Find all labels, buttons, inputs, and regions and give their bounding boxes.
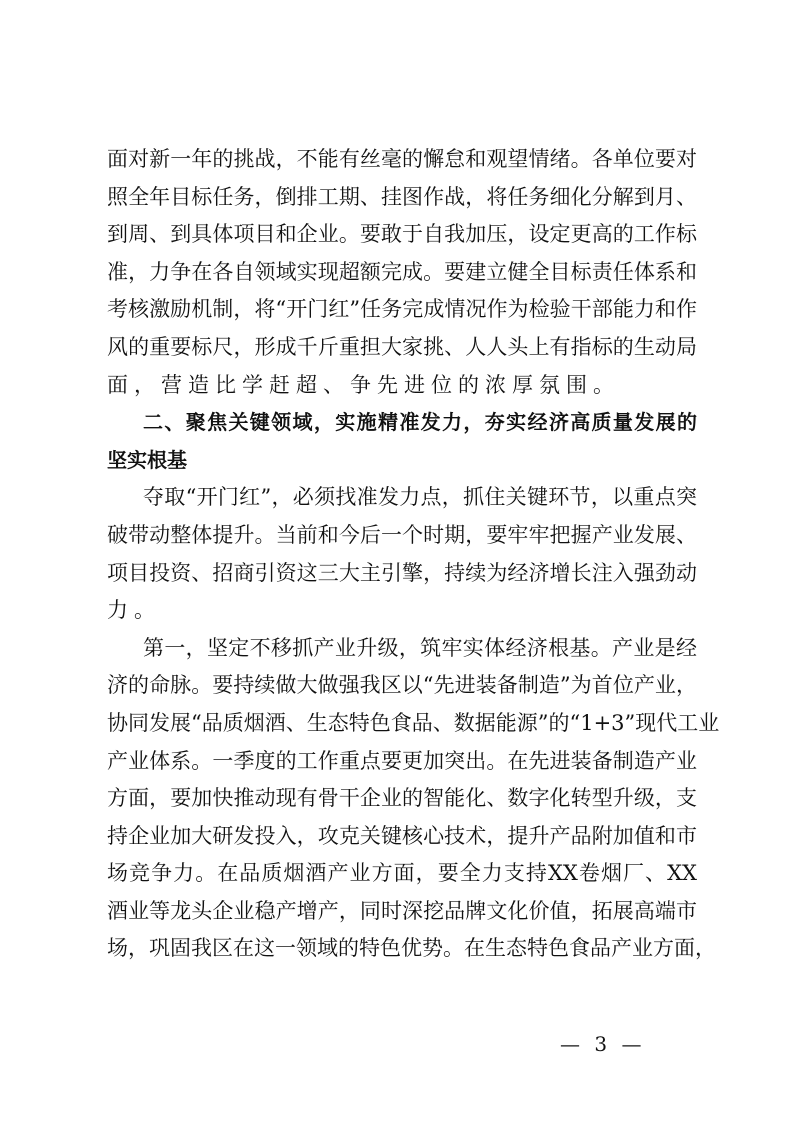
text-line: 破带动整体提升。当前和今后一个时期，要牢牢把握产业发展、 (107, 522, 697, 547)
text-line: 风的重要标尺，形成千斤重担大家挑、人人头上有指标的生动局 (107, 334, 697, 359)
paragraph (107, 630, 720, 968)
text-line: 场竞争力。在品质烟酒产业方面，要全力支持XX卷烟厂、XX (107, 861, 697, 886)
section-heading (107, 404, 697, 479)
text-line: 方面，要加快推动现有骨干企业的智能化、数字化转型升级，支 (107, 786, 697, 811)
text-line: 济的命脉。要持续做大做强我区以“先进装备制造”为首位产业， (107, 673, 697, 698)
text-line: 产业体系。一季度的工作重点要更加突出。在先进装备制造产业 (107, 748, 697, 773)
text-line: 第一，坚定不移抓产业升级，筑牢实体经济根基。产业是经 (143, 635, 697, 660)
text-line: 到周、到具体项目和企业。要敢于自我加压，设定更高的工作标 (107, 222, 697, 247)
text-line: 协同发展“品质烟酒、生态特色食品、数据能源”的“1+3”现代工业 (107, 710, 720, 735)
document-body (107, 141, 720, 968)
text-line: 力。 (107, 598, 161, 623)
text-line: 照全年目标任务，倒排工期、挂图作战，将任务细化分解到月、 (107, 184, 697, 209)
text-line: 持企业加大研发投入，攻克关键核心技术，提升产品附加值和市 (107, 823, 697, 848)
text-line: 考核激励机制，将“开门红”任务完成情况作为检验干部能力和作 (107, 297, 697, 322)
text-line: 二、聚焦关键领域，实施精准发力，夯实经济高质量发展的 (143, 410, 697, 435)
paragraph (107, 141, 697, 404)
text-line: 场，巩固我区在这一领域的特色优势。在生态特色食品产业方面， (107, 936, 716, 961)
text-line: 项目投资、招商引资这三大主引擎，持续为经济增长注入强劲动 (107, 560, 697, 585)
text-line: 坚实根基 (107, 447, 187, 472)
text-line: 酒业等龙头企业稳产增产，同时深挖品牌文化价值，拓展高端市 (107, 898, 697, 923)
text-line: 夺取“开门红”，必须找准发力点，抓住关键环节，以重点突 (143, 485, 697, 510)
text-line: 面，营造比学赶超、争先进位的浓厚氛围。 (107, 372, 620, 397)
text-line: 准，力争在各自领域实现超额完成。要建立健全目标责任体系和 (107, 259, 697, 284)
paragraph (107, 479, 697, 629)
page-number: — 3 — (560, 1032, 646, 1056)
text-line: 面对新一年的挑战，不能有丝毫的懈怠和观望情绪。各单位要对 (107, 147, 697, 171)
